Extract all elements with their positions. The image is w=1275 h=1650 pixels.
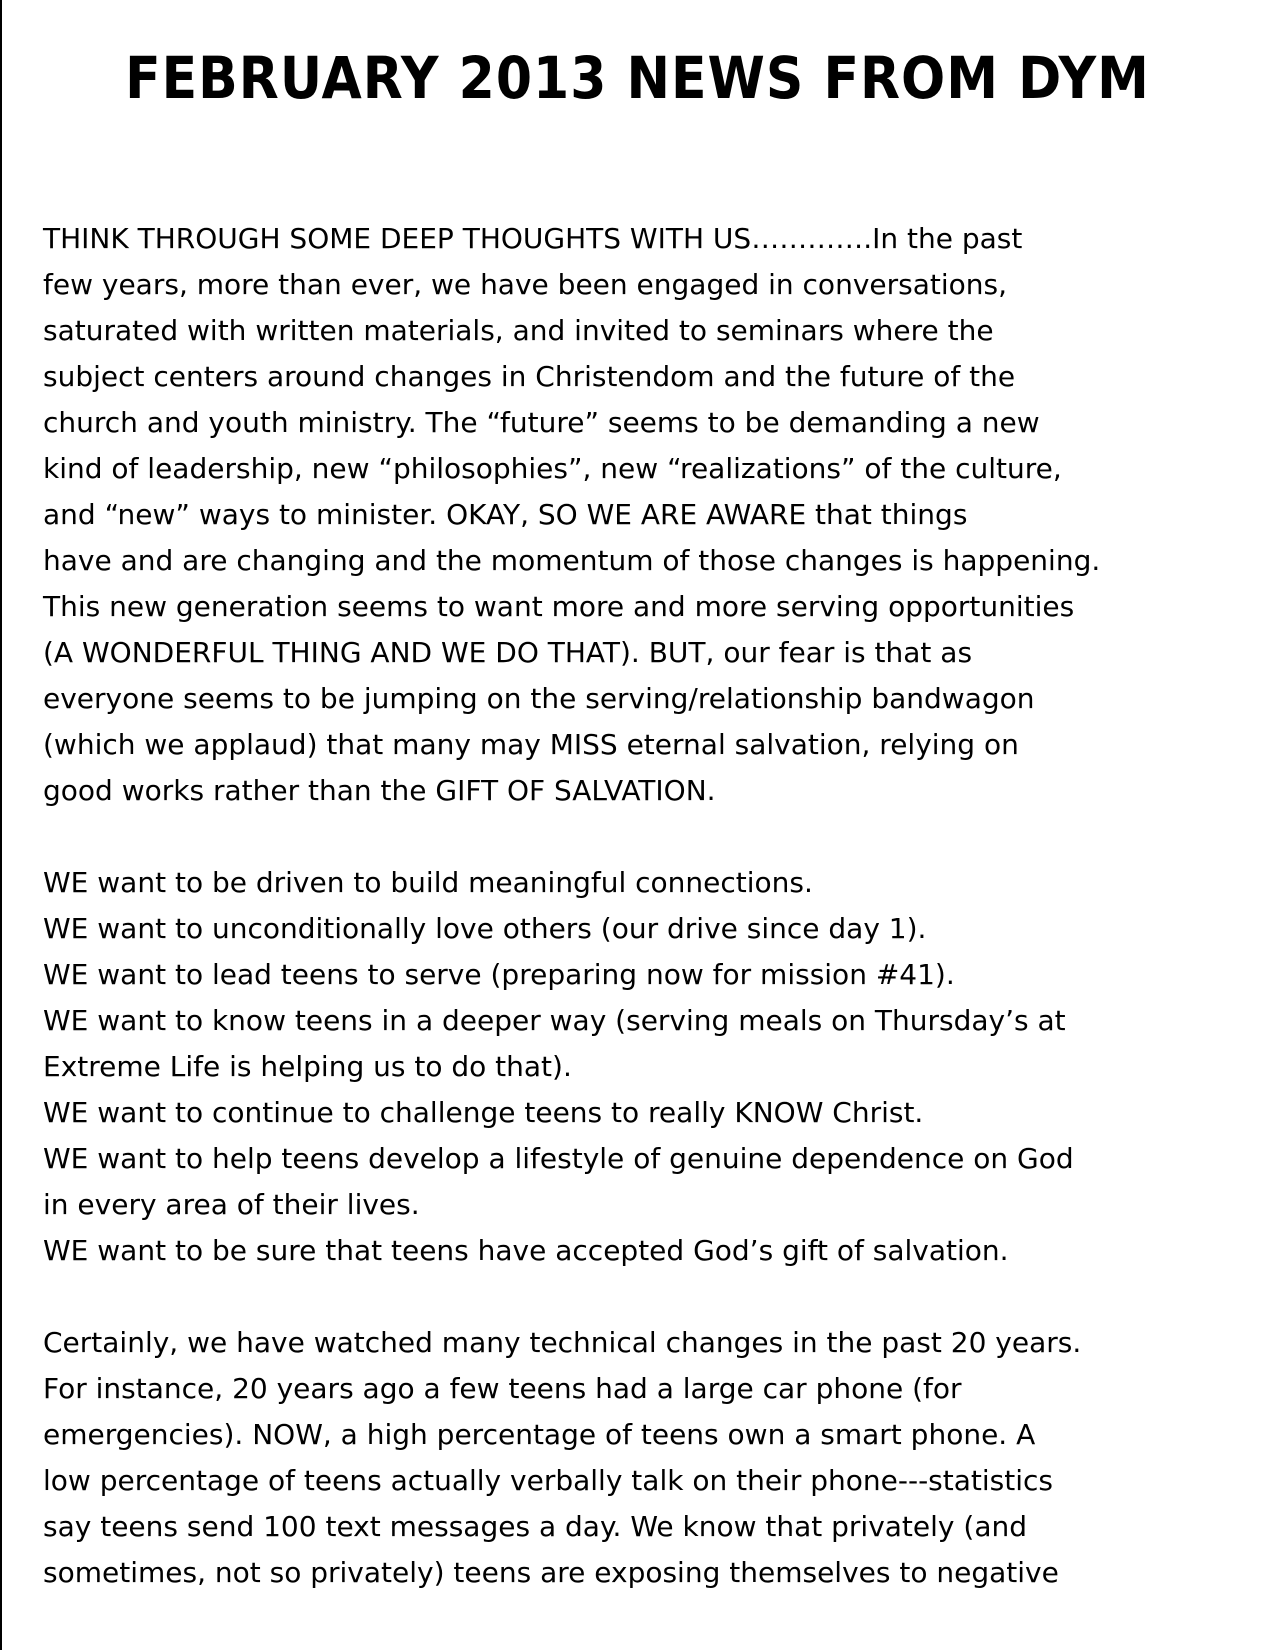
text-line: low percentage of teens actually verbally talk on their phone---statistics <box>43 1464 1053 1497</box>
paragraph-technical-changes <box>43 1320 1253 1596</box>
text-line: say teens send 100 text messages a day. We know that privately (and <box>43 1510 1027 1543</box>
text-line: everyone seems to be jumping on the serving/relationship bandwagon <box>43 682 1035 715</box>
text-line: and “new” ways to minister. OKAY, SO WE ARE AWARE that things <box>43 498 968 531</box>
text-line: This new generation seems to want more and more serving opportunities <box>43 590 1075 623</box>
text-line: (which we applaud) that many may MISS eternal salvation, relying on <box>43 728 1019 761</box>
text-line: good works rather than the GIFT OF SALVATION. <box>43 774 716 807</box>
text-line: have and are changing and the momentum of those changes is happening. <box>43 544 1101 577</box>
list-item: Extreme Life is helping us to do that). <box>43 1050 572 1083</box>
paragraph-spacer <box>43 1274 1253 1320</box>
list-item: WE want to continue to challenge teens to really KNOW Christ. <box>43 1096 924 1129</box>
text-line: saturated with written materials, and invited to seminars where the <box>43 314 994 347</box>
newsletter-body <box>43 216 1253 1596</box>
list-item: WE want to lead teens to serve (preparing now for mission #41). <box>43 958 955 991</box>
text-line: emergencies). NOW, a high percentage of teens own a smart phone. A <box>43 1418 1036 1451</box>
text-line: (A WONDERFUL THING AND WE DO THAT). BUT, our fear is that as <box>43 636 973 669</box>
list-item: in every area of their lives. <box>43 1188 420 1221</box>
text-line: subject centers around changes in Christendom and the future of the <box>43 360 1016 393</box>
list-item: WE want to know teens in a deeper way (serving meals on Thursday’s at <box>43 1004 1066 1037</box>
text-line: few years, more than ever, we have been engaged in conversations, <box>43 268 1007 301</box>
text-line: church and youth ministry. The “future” seems to be demanding a new <box>43 406 1040 439</box>
list-item: WE want to help teens develop a lifestyle of genuine dependence on God <box>43 1142 1074 1175</box>
text-line: For instance, 20 years ago a few teens had a large car phone (for <box>43 1372 962 1405</box>
text-line: Certainly, we have watched many technical changes in the past 20 years. <box>43 1326 1082 1359</box>
page-left-border <box>0 0 2 1650</box>
text-line: kind of leadership, new “philosophies”, new “realizations” of the culture, <box>43 452 1062 485</box>
page-title: FEBRUARY 2013 NEWS FROM DYM <box>125 45 1150 113</box>
text-line: sometimes, not so privately) teens are exposing themselves to negative <box>43 1556 1059 1589</box>
list-item: WE want to unconditionally love others (our drive since day 1). <box>43 912 927 945</box>
paragraph-deep-thoughts <box>43 216 1253 814</box>
text-line: THINK THROUGH SOME DEEP THOUGHTS WITH US………….In the past <box>43 222 1023 255</box>
paragraph-spacer <box>43 814 1253 860</box>
list-item: WE want to be sure that teens have accepted God’s gift of salvation. <box>43 1234 1009 1267</box>
list-item: WE want to be driven to build meaningful connections. <box>43 866 813 899</box>
paragraph-we-want-list <box>43 860 1253 1274</box>
